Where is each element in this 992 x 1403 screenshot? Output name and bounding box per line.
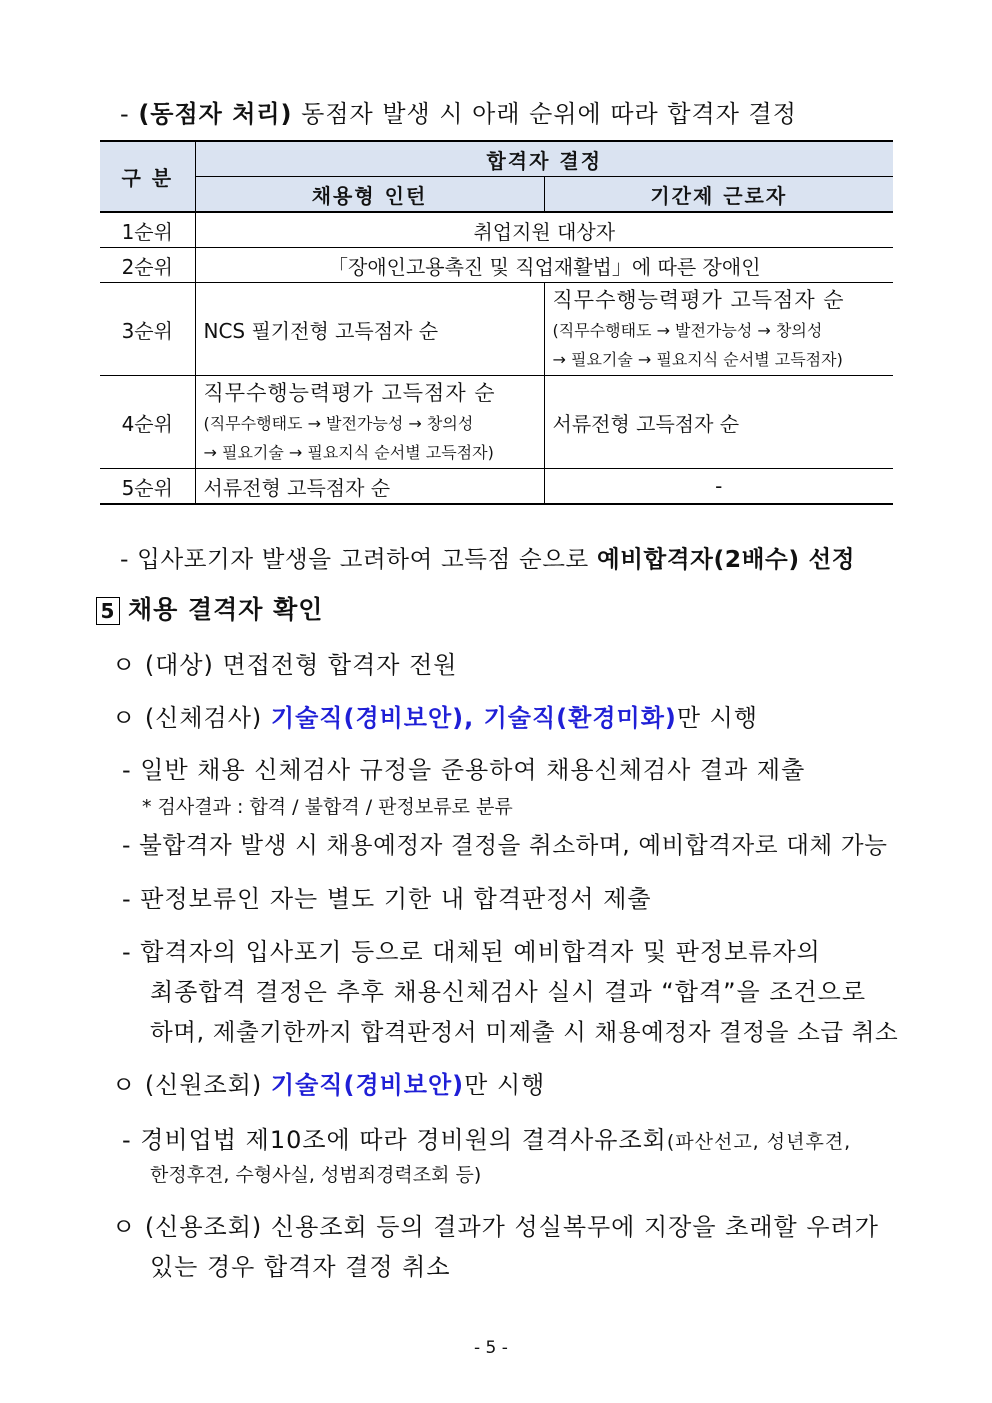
physical-jobs: 기술직(경비보안), 기술직(환경미화): [270, 704, 677, 732]
physical-sub1: - 일반 채용 신체검사 규정을 준용하여 채용신체검사 결과 제출: [122, 756, 806, 784]
tie-heading-label: (동점자 처리): [138, 100, 293, 128]
identity-sub1-small: (파산선고, 성년후견,: [666, 1131, 852, 1153]
table-row: [100, 248, 893, 283]
contract-sub2: → 필요기술 → 필요지식 순서별 고득점자): [552, 350, 843, 369]
tie-heading-dash: -: [120, 100, 130, 128]
identity-sub1: [122, 1120, 851, 1155]
contract-cell: -: [544, 469, 893, 505]
contract-header: 기간제 근로자: [544, 177, 893, 213]
identity-item: [112, 1065, 545, 1100]
physical-sub4c: 하며, 제출기한까지 합격판정서 미제출 시 채용예정자 결정을 소급 취소: [150, 1018, 899, 1046]
contract-cell: 서류전형 고득점자 순: [544, 376, 893, 469]
identity-sub1-text: - 경비업법 제10조에 따라 경비원의 결격사유조회: [122, 1126, 667, 1154]
physical-item: [112, 698, 758, 733]
rank-cell: 1순위: [100, 212, 195, 248]
table-row: [100, 376, 893, 469]
intern-cell: NCS 필기전형 고득점자 순: [195, 283, 544, 376]
section5-heading: [96, 590, 323, 626]
credit-item: ㅇ (신용조회) 신용조회 등의 결과가 성실복무에 지장을 초래할 우려가: [112, 1213, 879, 1241]
tie-heading-text: 동점자 발생 시 아래 순위에 따라 합격자 결정: [301, 100, 797, 128]
merged-cell: 「장애인고용촉진 및 직업재활법」에 따른 장애인: [195, 248, 893, 283]
identity-tail: 만 시행: [464, 1071, 546, 1099]
rank-cell: 4순위: [100, 376, 195, 469]
physical-sub4a: - 합격자의 입사포기 등으로 대체된 예비합격자 및 판정보류자의: [122, 938, 821, 966]
contract-sub1: (직무수행태도 → 발전가능성 → 창의성: [552, 321, 823, 340]
reserve-note: [120, 540, 855, 574]
rank-cell: 5순위: [100, 469, 195, 505]
page-number: - 5 -: [474, 1338, 508, 1358]
intern-header: 채용형 인턴: [195, 177, 544, 213]
contract-main: 직무수행능력평가 고득점자 순: [552, 288, 845, 312]
table-row: [100, 212, 893, 248]
physical-note: * 검사결과 : 합격 / 불합격 / 판정보류로 분류: [142, 796, 513, 818]
identity-label: ㅇ (신원조회): [112, 1071, 263, 1099]
contract-cell: [544, 283, 893, 376]
identity-sub2: 한정후견, 수형사실, 성범죄경력조회 등): [150, 1164, 482, 1186]
intern-sub1: (직무수행태도 → 발전가능성 → 창의성: [203, 414, 474, 433]
merged-cell: 취업지원 대상자: [195, 212, 893, 248]
physical-sub2: - 불합격자 발생 시 채용예정자 결정을 취소하며, 예비합격자로 대체 가능: [122, 831, 888, 859]
physical-label: ㅇ (신체검사): [112, 704, 263, 732]
table-header: 합격자 결정: [195, 141, 893, 177]
section5-title: 채용 결격자 확인: [128, 595, 324, 624]
section-number-box: 5: [96, 597, 120, 625]
target-item: ㅇ (대상) 면접전형 합격자 전원: [112, 651, 458, 679]
intern-sub2: → 필요기술 → 필요지식 순서별 고득점자): [203, 443, 494, 462]
physical-sub4b: 최종합격 결정은 추후 채용신체검사 실시 결과 “합격”을 조건으로: [150, 978, 867, 1006]
tie-break-table: [100, 140, 893, 505]
credit-item-cont: 있는 경우 합격자 결정 취소: [150, 1253, 451, 1281]
intern-cell: 서류전형 고득점자 순: [195, 469, 544, 505]
intern-main: 직무수행능력평가 고득점자 순: [203, 381, 496, 405]
identity-jobs: 기술직(경비보안): [270, 1071, 465, 1099]
table-row: [100, 283, 893, 376]
rank-cell: 3순위: [100, 283, 195, 376]
table-row: [100, 469, 893, 505]
tie-heading: [120, 94, 797, 129]
reserve-note-text: - 입사포기자 발생을 고려하여 고득점 순으로: [120, 545, 589, 573]
physical-sub3: - 판정보류인 자는 별도 기한 내 합격판정서 제출: [122, 885, 652, 913]
col-group-header: 구 분: [100, 141, 195, 212]
physical-tail: 만 시행: [676, 704, 759, 732]
intern-cell: [195, 376, 544, 469]
rank-cell: 2순위: [100, 248, 195, 283]
reserve-note-bold: 예비합격자(2배수) 선정: [596, 545, 856, 573]
